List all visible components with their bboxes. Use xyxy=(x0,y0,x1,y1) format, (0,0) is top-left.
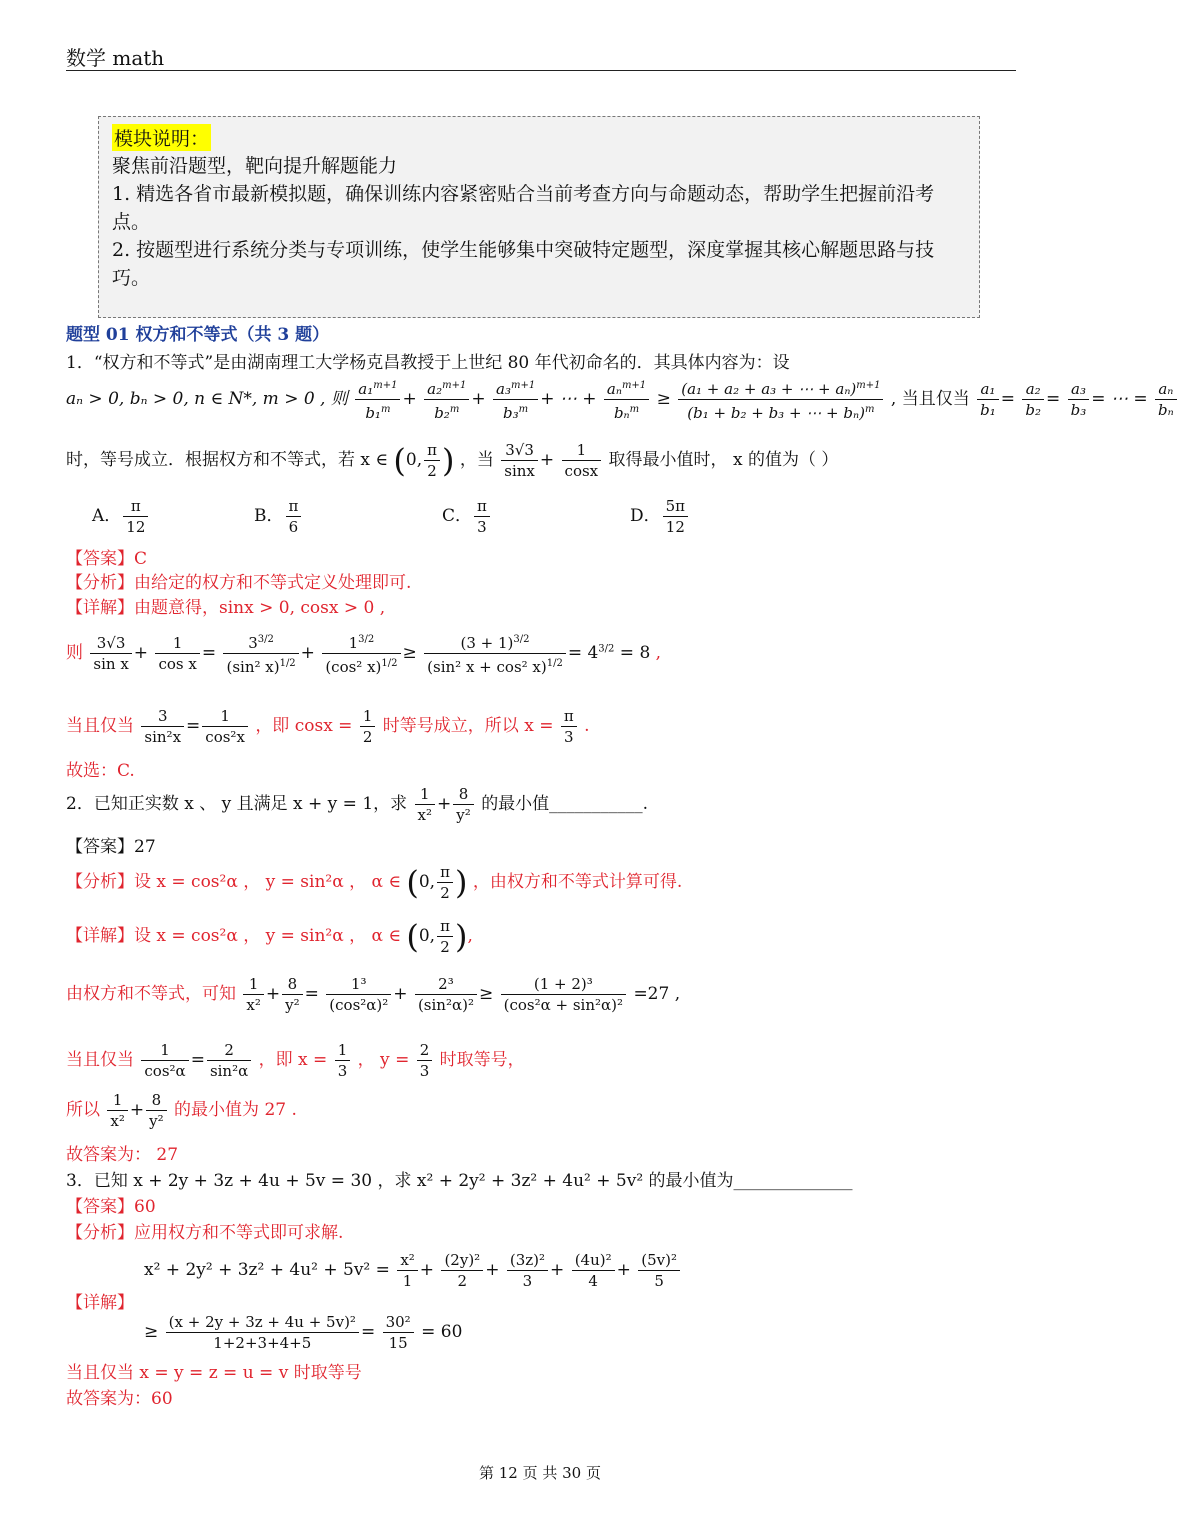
module-title: 模块说明： xyxy=(112,124,211,151)
q3-detail: 【详解】 xyxy=(66,1293,134,1313)
q3-final: 故答案为：60 xyxy=(66,1389,173,1409)
q2-analysis: 【分析】设 x = cos²α ， y = sin²α ， α ∈ (0, $\frac{\pi}{2}$ ) ，由权方和不等式计算可得. xyxy=(66,863,683,902)
header-divider xyxy=(66,70,1016,71)
q1-when: ，当 xyxy=(459,450,494,470)
page-header: 数学 math xyxy=(66,46,165,70)
q3-derivation-2: ≥ $\frac{\text{(x + 2y + 3z + 4u + 5v)²}}{1+2+3+4+5}$ = $\frac{\text{30²}}{15}$ = 60 xyxy=(144,1313,463,1352)
q1-eq-cond: 时，等号成立．根据权方和不等式，若 x ∈ xyxy=(66,450,388,470)
q1-derivation: 则 $\frac{3√3}{\text{sin x}}$ + $\frac{1}{\text{cos x}}$ = $\frac{3^{3/2}}{(\sin^2 x)^{1/2}}$ + $\frac{1^{3/2}}{(\cos^2 x)^{1/2}}$ ≥ $\frac{(3 + 1)^{3/2}}{(\sin^2 x + \cos^2 x)^{1/2}}$ = $4^{3/2} = 8$ , xyxy=(66,630,661,677)
q1-cond: aₙ > 0, bₙ > 0, n ∈ N*, m > 0 , 则 xyxy=(66,389,348,409)
module-p1: 聚焦前沿题型，靶向提升解题能力 xyxy=(112,155,398,177)
q2-equality: 当且仅当 $\frac{1}{\text{cos²α}}$ = $\frac{2}{\text{sin²α}}$ ，即 x = $\frac{1}{3}$ ， y = $\frac{2}{3}$ 时取等号， xyxy=(66,1041,525,1080)
q1-stem2: 时，等号成立．根据权方和不等式，若 x ∈ (0, $\frac{\pi}{2}$ ) ，当 $\frac{3√3}{\sin x}$ + $\frac{1}{\cos x}$ 取得最小值时， x 的值为（ ） xyxy=(66,441,839,480)
q2-derivation: 由权方和不等式，可知 $\frac{1}{\text{x²}}$ + $\frac{8}{\text{y²}}$ = $\frac{\text{1³}}{\text{(cos²α)²}}$ + $\frac{\text{2³}}{\text{(sin²α)²}}$ ≥ $\frac{\text{(1 + 2)³}}{\text{(cos²α + sin²α)²}}$ =27 , xyxy=(66,975,681,1014)
q1-answer: 【答案】C xyxy=(66,549,148,569)
q1-formula-line: aₙ > 0, bₙ > 0, n ∈ N*, m > 0 , 则 $\frac{a_1^{m+1}}{b_1^m}$ + $\frac{a_2^{m+1}}{b_2^m}$ + $\frac{a_3^{m+1}}{b_3^m}$ + ⋯ + $\frac{a_n^{m+1}}{b_n^m}$ ≥ $\frac{(a_1 + a_2 + a_3 + \cdots + a_n)^{m+1}}{(b_1 + b_2 + b_3 + \cdots + b_n)^m}$ , 当且仅当 $\frac{\text{a₁}}{\text{b₁}}$ = $\frac{\text{a₂}}{\text{b₂}}$ = $\frac{\text{a₃}}{\text{b₃}}$ = ⋯ = $\frac{\text{aₙ}}{\text{bₙ}}$ xyxy=(66,376,1179,423)
q3-equality: 当且仅当 x = y = z = u = v 时取等号 xyxy=(66,1363,362,1383)
q1-stem: 1．“权方和不等式”是由湖南理工大学杨克昌教授于上世纪 80 年代初命名的．其具体内容为：设 xyxy=(66,353,790,373)
module-p2: 1. 精选各省市最新模拟题，确保训练内容紧密贴合当前考查方向与命题动态，帮助学生把握前沿考点。 xyxy=(112,183,935,233)
q3-analysis: 【分析】应用权方和不等式即可求解. xyxy=(66,1223,344,1243)
q1-option-c: C． $\frac{\pi}{3}$ xyxy=(442,496,492,537)
q2-so: 所以 $\frac{1}{\text{x²}}$ + $\frac{8}{\text{y²}}$ 的最小值为 27 . xyxy=(66,1091,297,1130)
q1-option-d: D． $\frac{5\pi}{12}$ xyxy=(630,496,690,537)
q2-detail: 【详解】设 x = cos²α ， y = sin²α ， α ∈ (0, $\frac{\pi}{2}$ ), xyxy=(66,917,473,956)
q1-analysis: 【分析】由给定的权方和不等式定义处理即可. xyxy=(66,573,412,593)
section-title: 题型 01 权方和不等式（共 3 题） xyxy=(66,325,330,345)
q1-option-a: A． $\frac{\pi}{12}$ xyxy=(92,496,150,537)
module-p3: 2. 按题型进行系统分类与专项训练，使学生能够集中突破特定题型，深度掌握其核心解题思路与技巧。 xyxy=(112,239,935,289)
q1-choose: 故选：C. xyxy=(66,761,135,781)
page-footer: 第 12 页 共 30 页 xyxy=(478,1464,601,1482)
q1-ask: 取得最小值时， x 的值为（ ） xyxy=(608,450,839,470)
q1-equality: 当且仅当 $\frac{3}{\text{sin²x}}$ = $\frac{1}{\text{cos²x}}$ ，即 cosx = $\frac{1}{2}$ 时等号成立，所以 x = $\frac{\pi}{3}$ . xyxy=(66,707,590,746)
q3-derivation-1: x² + 2y² + 3z² + 4u² + 5v² = $\frac{\text{x²}}{1}$ + $\frac{\text{(2y)²}}{2}$ + $\frac{\text{(3z)²}}{3}$ + $\frac{\text{(4u)²}}{4}$ + $\frac{\text{(5v)²}}{5}$ xyxy=(144,1250,682,1291)
q1-option-b: B． $\frac{\pi}{6}$ xyxy=(254,496,303,537)
q2-answer: 【答案】27 xyxy=(66,837,156,857)
q2-stem: 2．已知正实数 x 、 y 且满足 x + y = 1，求 $\frac{1}{\text{x²}}$ + $\frac{8}{\text{y²}}$ 的最小值___________. xyxy=(66,785,649,824)
q1-detail: 【详解】由题意得，sinx > 0, cosx > 0 , xyxy=(66,598,386,618)
q2-final: 故答案为： 27 xyxy=(66,1145,179,1165)
q3-stem: 3．已知 x + 2y + 3z + 4u + 5v = 30 ，求 x² + 2y² + 3z² + 4u² + 5v² 的最小值为______________ xyxy=(66,1171,853,1191)
q3-answer: 【答案】60 xyxy=(66,1197,156,1217)
q1-ineq-tail: , 当且仅当 xyxy=(890,389,970,409)
